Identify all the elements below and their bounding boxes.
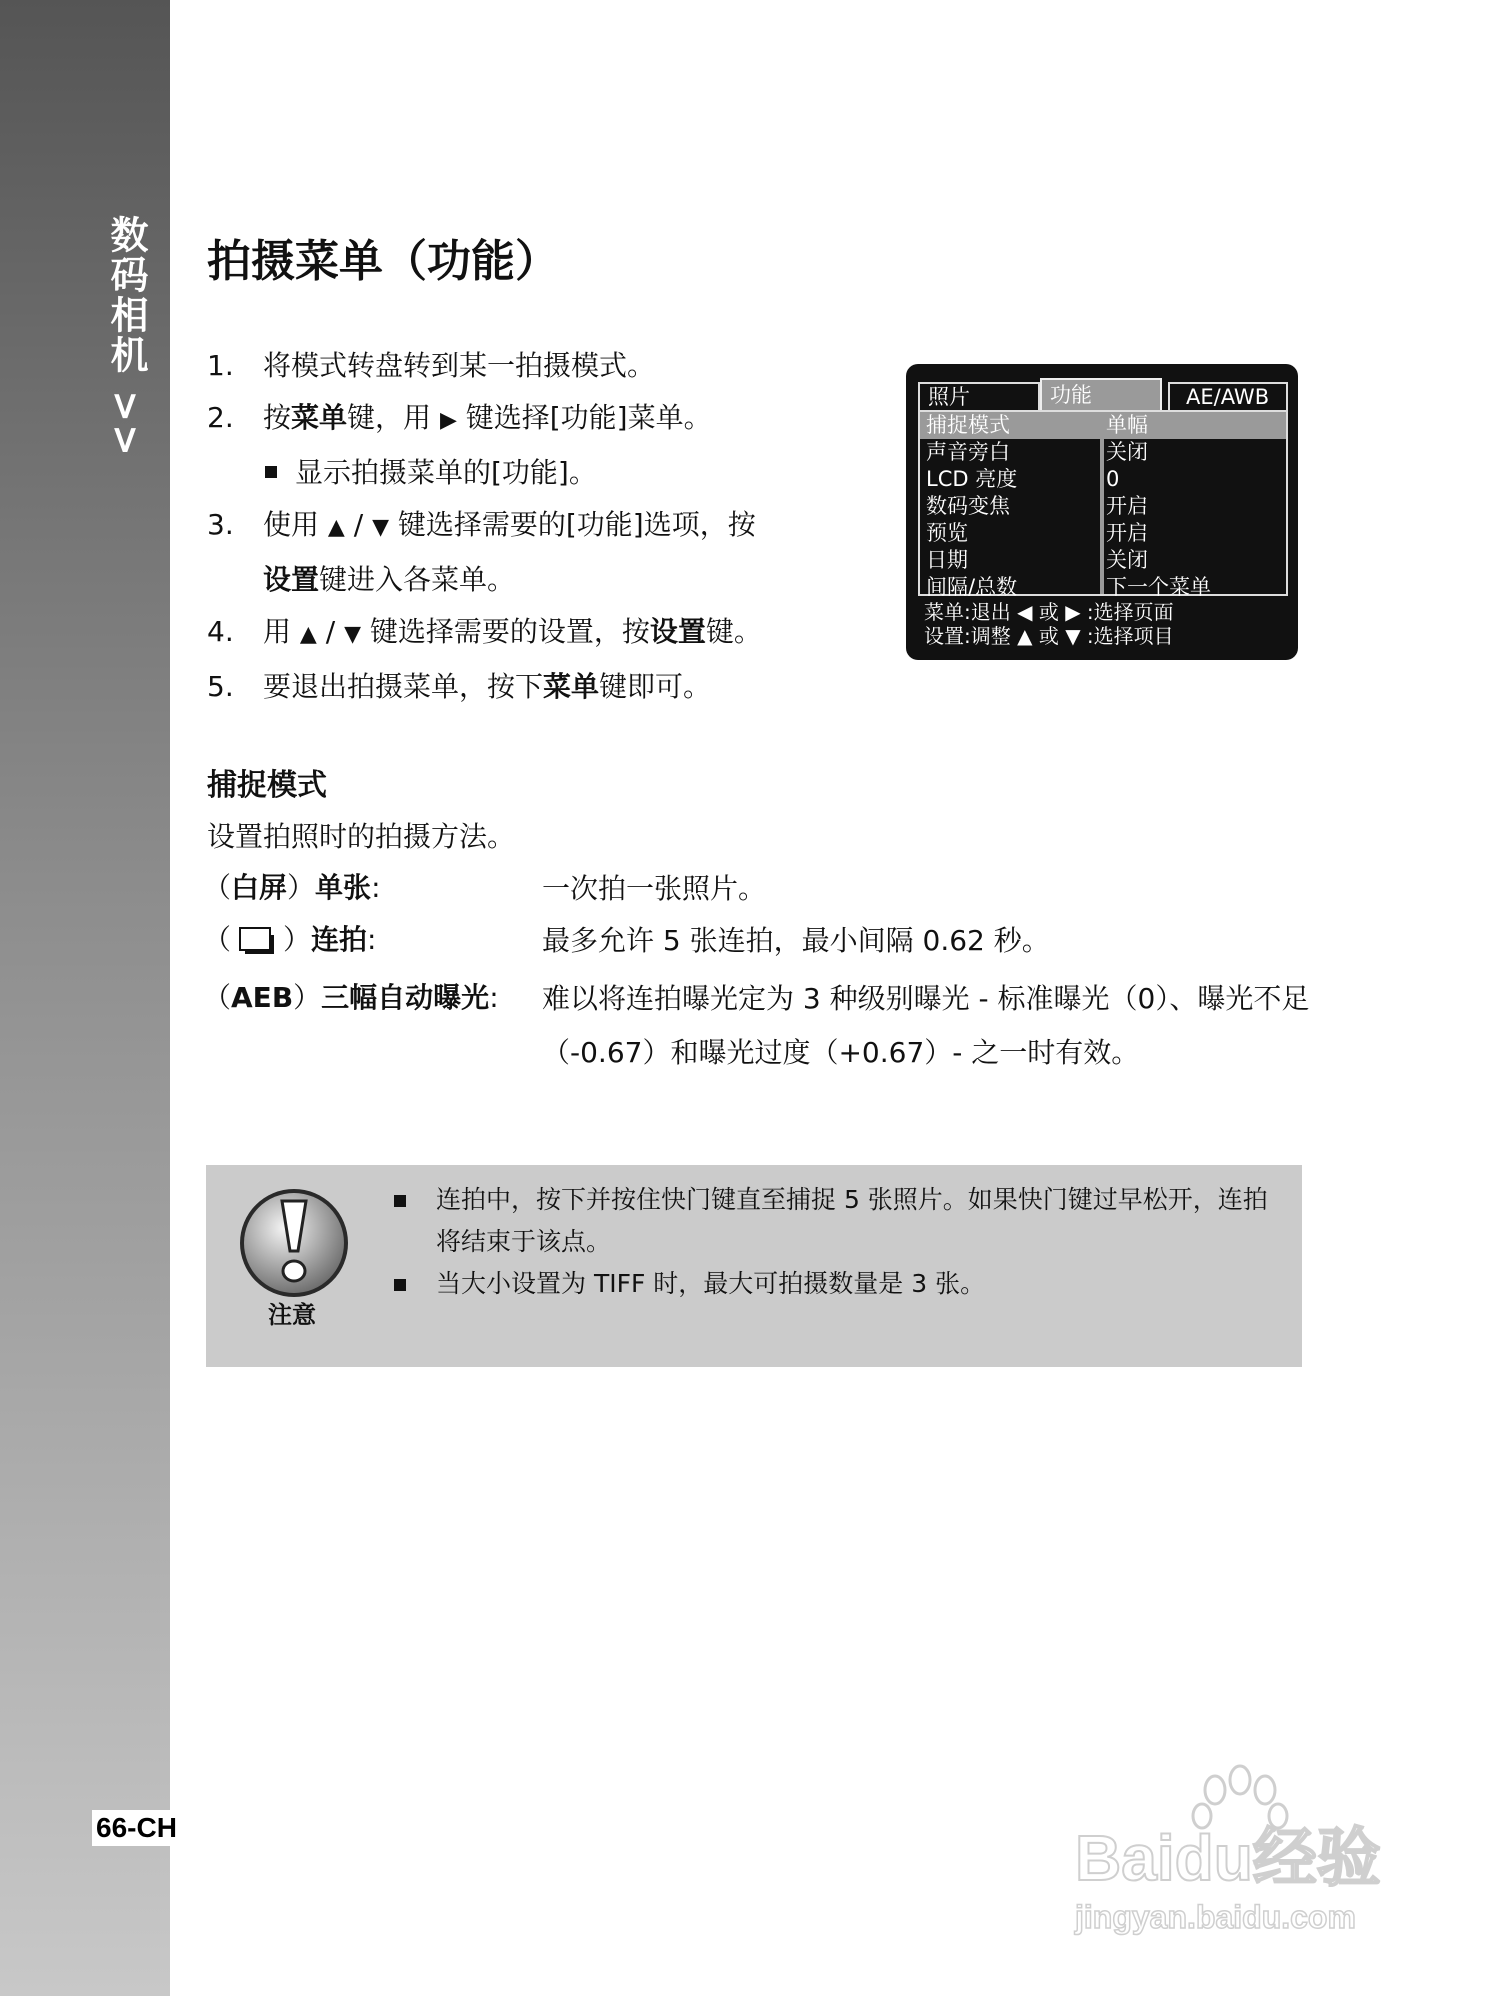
bullet-icon [394, 1279, 406, 1291]
lcd-tab-function: 功能 [1040, 378, 1162, 410]
sidebar-section-label: 数码相机 >> [104, 215, 148, 458]
step-text: 键选择[功能]菜单。 [456, 401, 712, 434]
mode-label: 单张 [315, 871, 372, 904]
paren: ） [293, 981, 322, 1014]
lcd-menu-panel [918, 410, 1288, 599]
menu-key-label: 菜单 [543, 670, 600, 703]
note-label: 注意 [268, 1301, 316, 1329]
step-text: 键选择需要的设置，按 [360, 615, 650, 648]
sidebar [0, 0, 170, 1996]
step-number: 5. [207, 670, 234, 703]
step-text: 键。 [705, 615, 762, 648]
mode-burst-label [203, 914, 376, 966]
paren: （ [203, 981, 232, 1014]
step-5 [207, 661, 887, 713]
step-number: 4. [207, 615, 234, 648]
note-list [386, 1179, 1286, 1305]
note-text: 当大小设置为 TIFF 时，最大可拍摄数量是 3 张。 [436, 1269, 986, 1298]
lcd-menu-row [920, 439, 1286, 466]
baidu-watermark [1065, 1760, 1435, 1940]
step-text: 按 [263, 401, 292, 434]
step-number: 2. [207, 401, 234, 434]
slash: / [344, 508, 373, 541]
lcd-menu-row [920, 466, 1286, 493]
note-text: 连拍中，按下并按住快门键直至捕捉 5 张照片。如果快门键过早松开，连拍将结束于该点。 [436, 1185, 1268, 1256]
lcd-footer [924, 600, 1294, 648]
up-arrow-icon: ▲ [327, 515, 345, 540]
colon: : [367, 923, 377, 956]
mode-aeb-label [203, 972, 499, 1024]
mode-single-label [203, 862, 381, 914]
mode-aeb-desc: 难以将连拍曝光定为 3 种级别曝光 - 标准曝光（0）、曝光不足（-0.67）和曝光过度（+0.67）- 之一时有效。 [542, 982, 1310, 1069]
note-item [386, 1179, 1286, 1263]
step-2 [207, 392, 887, 447]
lcd-row-label: 预览 [926, 521, 968, 545]
lcd-menu-row [920, 520, 1286, 547]
watermark-brand: Baidu经验 [1075, 1822, 1381, 1894]
step-text: 使用 [263, 508, 328, 541]
step-text: 键进入各菜单。 [319, 563, 516, 596]
set-key-label: 设置 [263, 563, 320, 596]
lcd-menu-row [920, 493, 1286, 520]
lcd-row-value: 关闭 [1106, 440, 1148, 464]
page-title: 拍摄菜单（功能） [207, 236, 559, 287]
lcd-tab-photo: 照片 [918, 382, 1040, 410]
burst-icon [235, 925, 279, 957]
lcd-row-value: 0 [1106, 467, 1120, 491]
step-text: 键选择需要的[功能]选项，按 [388, 508, 756, 541]
camera-lcd-screen [906, 364, 1298, 660]
mode-label: 三幅自动曝光 [321, 981, 490, 1014]
colon: : [489, 981, 499, 1014]
lcd-row-label: 捕捉模式 [926, 413, 1010, 437]
colon: : [371, 871, 381, 904]
section-description: 设置拍照时的拍摄方法。 [207, 820, 516, 853]
slash: / [316, 615, 345, 648]
step-3 [207, 499, 887, 606]
note-item [386, 1263, 1286, 1305]
step-number: 3. [207, 508, 234, 541]
step-text: 将模式转盘转到某一拍摄模式。 [263, 349, 656, 382]
page-number: 66-CH [92, 1810, 181, 1846]
mode-burst-desc: 最多允许 5 张连拍，最小间隔 0.62 秒。 [542, 924, 1050, 957]
lcd-row-value: 关闭 [1106, 548, 1148, 572]
paren: ） [287, 871, 316, 904]
mode-name: AEB [231, 981, 294, 1014]
step-text: 键即可。 [599, 670, 712, 703]
lcd-row-label: 日期 [926, 548, 968, 572]
lcd-row-label: 数码变焦 [926, 494, 1010, 518]
lcd-menu-row [920, 547, 1286, 574]
mode-label: 连拍 [311, 923, 368, 956]
bullet-icon [394, 1195, 406, 1207]
lcd-tab-ae-awb: AE/AWB [1168, 382, 1288, 410]
lcd-menu-row [920, 574, 1286, 601]
lcd-footer-line: 设置:调整 ▲ 或 ▼ :选择项目 [924, 624, 1174, 648]
lcd-row-value: 单幅 [1106, 413, 1148, 437]
lcd-row-value: 下一个菜单 [1106, 575, 1211, 599]
lcd-tab-bar [918, 378, 1288, 410]
step-4 [207, 606, 887, 661]
set-key-label: 设置 [649, 615, 706, 648]
warning-icon [236, 1187, 352, 1303]
lcd-row-label: LCD 亮度 [926, 467, 1018, 491]
step-text: 用 [263, 615, 300, 648]
step-text: 要退出拍摄菜单，按下 [263, 670, 544, 703]
watermark-url: jingyan.baidu.com [1075, 1899, 1356, 1935]
step-1 [207, 340, 887, 392]
step-subtext: 显示拍摄菜单的[功能]。 [295, 456, 597, 489]
down-arrow-icon: ▼ [344, 622, 361, 647]
paren: （ [203, 871, 232, 904]
lcd-footer-line: 菜单:退出 ◀ 或 ▶ :选择页面 [924, 600, 1174, 624]
paren: ） [283, 923, 312, 956]
step-text: 键，用 [347, 401, 440, 434]
section-title: 捕捉模式 [207, 768, 327, 803]
step-number: 1. [207, 349, 234, 382]
note-box [206, 1165, 1302, 1367]
lcd-row-label: 间隔/总数 [926, 575, 1018, 599]
down-arrow-icon: ▼ [372, 515, 389, 540]
lcd-row-value: 开启 [1106, 521, 1148, 545]
right-arrow-icon: ▶ [439, 408, 457, 433]
mode-name: 白屏 [231, 871, 288, 904]
lcd-row-value: 开启 [1106, 494, 1148, 518]
steps-list [207, 340, 887, 713]
mode-single-desc: 一次拍一张照片。 [542, 872, 767, 905]
bullet-icon [265, 466, 277, 478]
step-2-sub [207, 447, 887, 499]
lcd-menu-row [920, 412, 1286, 439]
paren: （ [203, 923, 232, 956]
menu-key-label: 菜单 [291, 401, 348, 434]
up-arrow-icon: ▲ [299, 622, 317, 647]
lcd-row-label: 声音旁白 [926, 440, 1010, 464]
